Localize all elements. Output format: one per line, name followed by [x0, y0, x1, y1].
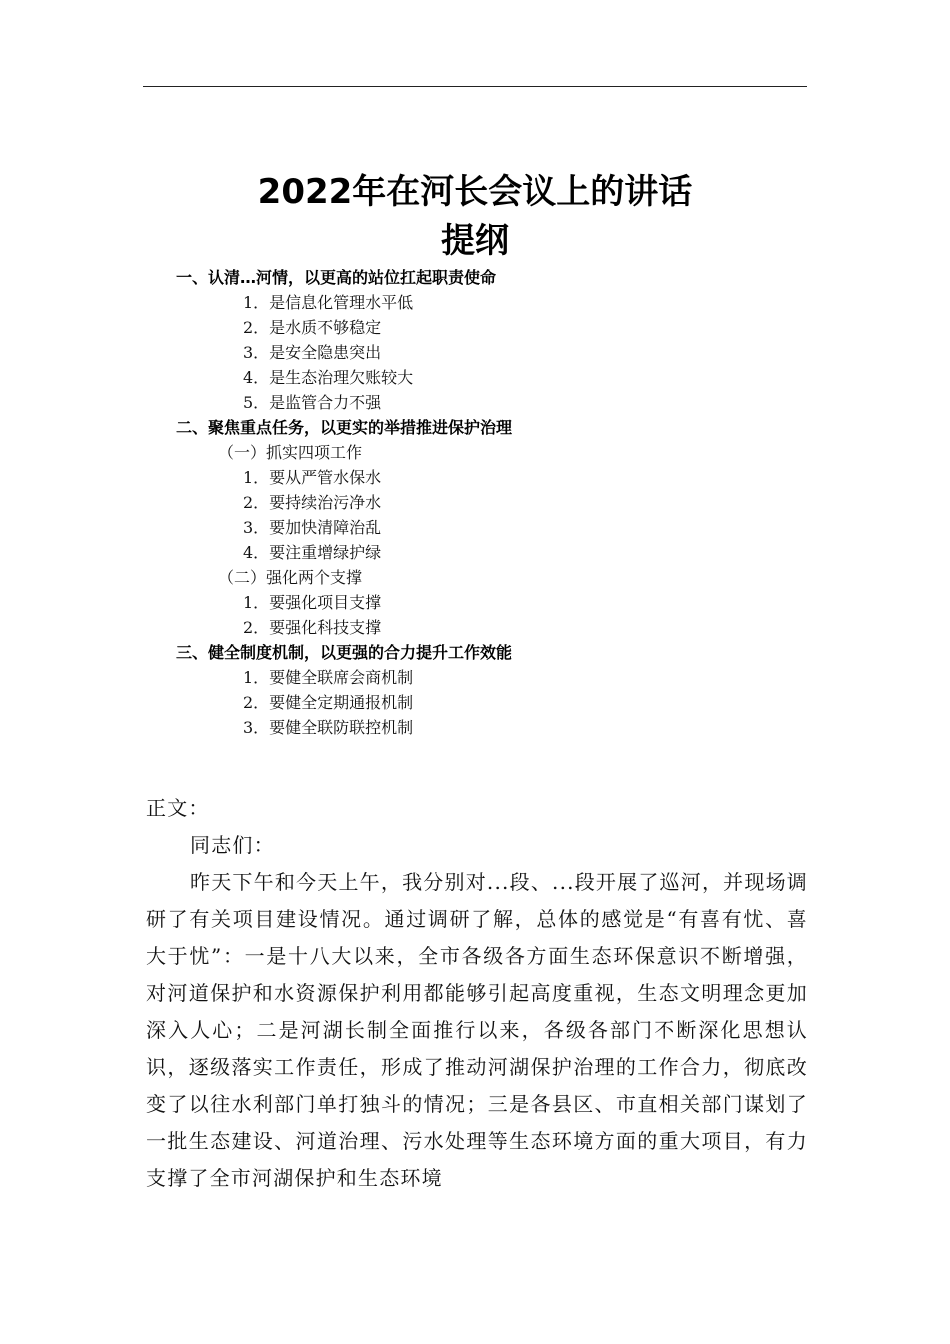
body-label: 正文：: [146, 796, 210, 820]
outline-item: 3．是安全隐患突出: [243, 343, 382, 362]
outline-item: 2．要强化科技支撑: [243, 618, 382, 637]
outline-item: 1．要健全联席会商机制: [243, 668, 414, 687]
outline-item: 3．要健全联防联控机制: [243, 718, 414, 737]
outline-item: 3．要加快清障治乱: [243, 518, 382, 537]
outline-heading: 一、认清…河情，以更高的站位扛起职责使命: [176, 268, 497, 287]
document-subtitle: 提纲: [441, 221, 509, 261]
outline-item: 5．是监管合力不强: [243, 393, 382, 412]
outline-item: 2．要健全定期通报机制: [243, 693, 414, 712]
outline-item: 2．要持续治污净水: [243, 493, 382, 512]
greeting: 同志们：: [190, 833, 275, 857]
outline-item: 1．是信息化管理水平低: [243, 293, 414, 312]
body-paragraph: 昨天下午和今天上午，我分别对...段、...段开展了巡河，并现场调研了有关项目建设情况。通过调研了解，总体的感觉是“有喜有忧、喜大于忧”：一是十八大以来，全市各级各方面生态环保意识不断增强，对河道保护和水资源保护利用都能够引起高度重视，生态文明理念更加深入人心；二是河湖长制全面推行以来，各级各部门不断深化思想认识，逐级落实工作责任，形成了推动河湖保护治理的工作合力，彻底改变了以往水利部门单打独斗的情况；三是各县区、市直相关部门谋划了一批生态建设、河道治理、污水处理等生态环境方面的重大项目，有力支撑了全市河湖保护和生态环境: [146, 870, 808, 1190]
header-rule: [143, 86, 807, 87]
outline-item: 1．要从严管水保水: [243, 468, 382, 487]
document-title: 2022年在河长会议上的讲话: [257, 172, 693, 212]
outline-heading: 三、健全制度机制，以更强的合力提升工作效能: [176, 643, 513, 662]
outline-subheading: （二）强化两个支撑: [218, 568, 363, 587]
outline-item: 2．是水质不够稳定: [243, 318, 382, 337]
outline-subheading: （一）抓实四项工作: [218, 443, 363, 462]
outline-item: 4．是生态治理欠账较大: [243, 368, 414, 387]
outline-item: 1．要强化项目支撑: [243, 593, 382, 612]
outline-heading: 二、聚焦重点任务，以更实的举措推进保护治理: [176, 418, 513, 437]
outline-item: 4．要注重增绿护绿: [243, 543, 382, 562]
